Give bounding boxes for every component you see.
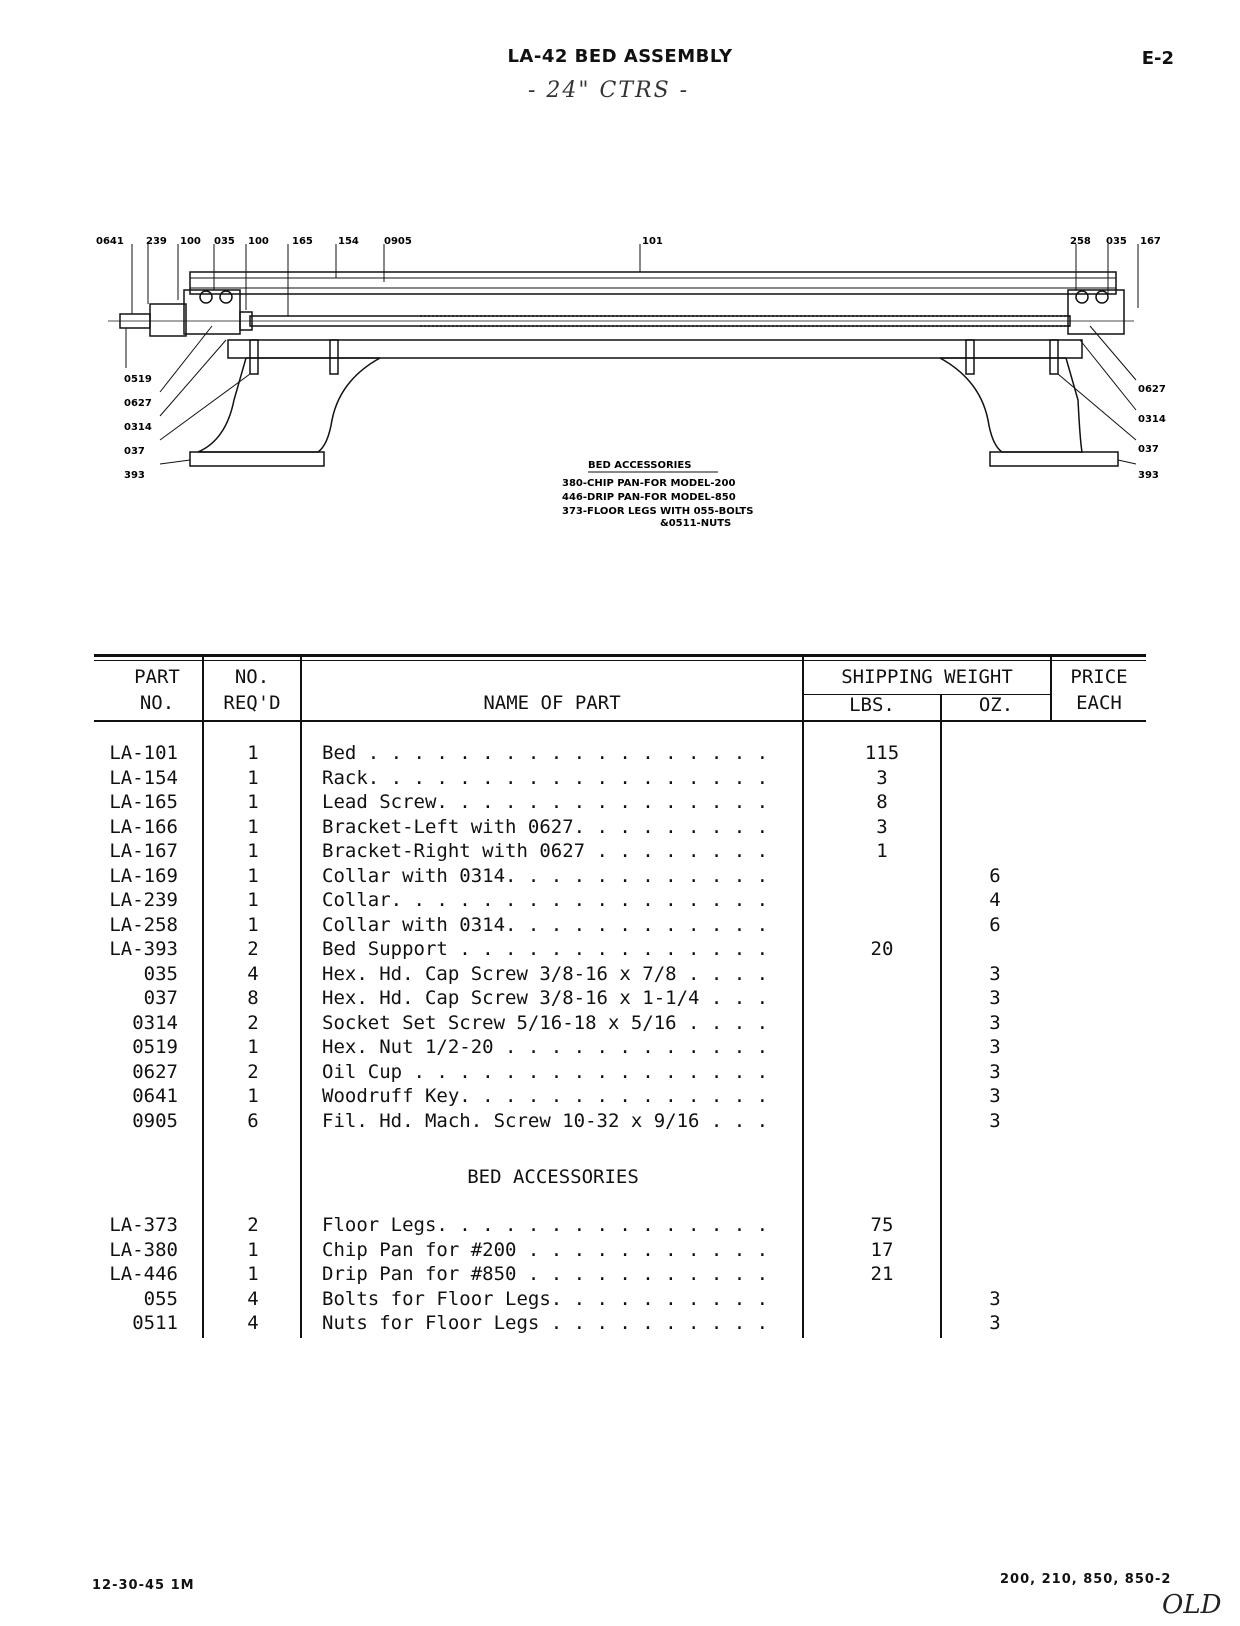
table-top-rule: [94, 654, 1146, 657]
bed-assembly-diagram: [0, 230, 1240, 540]
header-part-no: NO.: [139, 692, 175, 714]
part-name: Nuts for Floor Legs . . . . . . . . . .: [322, 1312, 769, 1334]
part-number: 0627: [132, 1060, 178, 1083]
part-name: Bolts for Floor Legs. . . . . . . . . .: [322, 1287, 769, 1310]
part-number: LA-446: [109, 1263, 178, 1285]
part-number: LA-393: [109, 938, 178, 960]
quantity-required: 1: [247, 913, 259, 936]
part-number: 0641: [132, 1085, 178, 1107]
quantity-required: 1: [247, 864, 259, 887]
weight-oz: 3: [989, 1287, 1001, 1310]
quantity-required: 2: [247, 1060, 259, 1083]
part-name: Collar. . . . . . . . . . . . . . . . .: [322, 889, 769, 911]
quantity-required: 1: [247, 840, 259, 862]
weight-oz: 6: [989, 864, 1001, 887]
part-number: LA-239: [109, 889, 178, 911]
header-reqd: REQ'D: [223, 692, 281, 714]
quantity-required: 6: [247, 1109, 259, 1132]
part-number: 035: [143, 962, 178, 985]
callout-165: 165: [292, 236, 313, 247]
accessories-note-line-4: &0511-NUTS: [660, 518, 732, 529]
part-name: Collar with 0314. . . . . . . . . . . .: [322, 913, 769, 936]
callout-101: 101: [642, 236, 663, 247]
part-name: Lead Screw. . . . . . . . . . . . . . .: [322, 791, 769, 813]
part-name: Bracket-Left with 0627. . . . . . . . .: [322, 815, 769, 838]
part-name: Bed . . . . . . . . . . . . . . . . . .: [322, 742, 769, 764]
part-number: LA-154: [109, 766, 178, 789]
callout-167: 167: [1140, 236, 1161, 247]
quantity-required: 1: [247, 791, 259, 813]
section-title-bed-accessories: BED ACCESSORIES: [467, 1166, 639, 1188]
part-name: Drip Pan for #850 . . . . . . . . . . .: [322, 1263, 769, 1285]
callout-0905: 0905: [384, 236, 412, 247]
part-number: LA-169: [109, 864, 178, 887]
part-name: Bracket-Right with 0627 . . . . . . . .: [322, 840, 769, 862]
part-name: Bed Support . . . . . . . . . . . . . .: [322, 938, 769, 960]
quantity-required: 1: [247, 1238, 259, 1261]
part-number: LA-101: [109, 742, 178, 764]
column-divider: [202, 656, 204, 1338]
header-req: NO.: [234, 666, 270, 688]
quantity-required: 1: [247, 1085, 259, 1107]
weight-oz: 3: [989, 1109, 1001, 1132]
part-name: Rack. . . . . . . . . . . . . . . . . .: [322, 766, 769, 789]
weight-lbs: 17: [870, 1238, 894, 1261]
callout-left-037: 037: [124, 446, 145, 457]
callout-left-393: 393: [124, 470, 145, 481]
part-name: Oil Cup . . . . . . . . . . . . . . . .: [322, 1060, 769, 1083]
part-name: Chip Pan for #200 . . . . . . . . . . .: [322, 1238, 769, 1261]
part-number: LA-258: [109, 913, 178, 936]
quantity-required: 1: [247, 766, 259, 789]
accessories-note-title: BED ACCESSORIES: [588, 460, 692, 471]
part-name: Woodruff Key. . . . . . . . . . . . . .: [322, 1085, 769, 1107]
part-name: Hex. Hd. Cap Screw 3/8-16 x 7/8 . . . .: [322, 962, 769, 985]
weight-oz: 3: [989, 1085, 1001, 1107]
weight-oz: 4: [989, 889, 1001, 911]
quantity-required: 2: [247, 1011, 259, 1034]
part-number: 0511: [132, 1312, 178, 1334]
accessories-note-line-2: 446-DRIP PAN-FOR MODEL-850: [562, 492, 736, 503]
part-number: 055: [143, 1287, 178, 1310]
quantity-required: 1: [247, 1263, 259, 1285]
weight-lbs: 3: [876, 815, 888, 838]
column-divider: [300, 656, 302, 1338]
part-name: Socket Set Screw 5/16-18 x 5/16 . . . .: [322, 1011, 769, 1034]
part-number: 0519: [132, 1036, 178, 1058]
weight-lbs: 75: [870, 1214, 894, 1236]
page-title: LA-42 BED ASSEMBLY: [507, 46, 733, 67]
weight-lbs: 1: [876, 840, 888, 862]
header-price: PRICE: [1070, 666, 1128, 688]
part-name: Floor Legs. . . . . . . . . . . . . . .: [322, 1214, 769, 1236]
part-number: 0905: [132, 1109, 178, 1132]
quantity-required: 1: [247, 742, 259, 764]
callout-0641: 0641: [96, 236, 124, 247]
handwritten-mark: OLD: [1162, 1590, 1222, 1620]
part-number: 0314: [132, 1011, 178, 1034]
callout-239: 239: [146, 236, 167, 247]
table-top-rule-thin: [94, 660, 1146, 661]
quantity-required: 2: [247, 938, 259, 960]
weight-lbs: 20: [870, 938, 894, 960]
weight-oz: 6: [989, 913, 1001, 936]
quantity-required: 4: [247, 962, 259, 985]
callout-035b: 035: [1106, 236, 1127, 247]
callout-100a: 100: [180, 236, 201, 247]
weight-lbs: 8: [876, 791, 888, 813]
quantity-required: 8: [247, 987, 259, 1009]
callout-left-0314: 0314: [124, 422, 152, 433]
header-name-of-part: NAME OF PART: [483, 692, 621, 714]
header-lbs: LBS.: [849, 694, 895, 716]
part-name: Hex. Nut 1/2-20 . . . . . . . . . . . .: [322, 1036, 769, 1058]
weight-oz: 3: [989, 1060, 1001, 1083]
callout-100b: 100: [248, 236, 269, 247]
callout-right-393: 393: [1138, 470, 1159, 481]
part-number: LA-166: [109, 815, 178, 838]
header-shipping-weight: SHIPPING WEIGHT: [841, 666, 1013, 688]
weight-oz: 3: [989, 962, 1001, 985]
header-part: PART: [134, 666, 180, 688]
quantity-required: 1: [247, 815, 259, 838]
column-divider: [802, 656, 804, 1338]
callout-right-0627: 0627: [1138, 384, 1166, 395]
header-each: EACH: [1076, 692, 1122, 714]
quantity-required: 1: [247, 1036, 259, 1058]
weight-lbs: 115: [864, 742, 900, 764]
page-number: E-2: [1141, 48, 1174, 69]
part-number: LA-167: [109, 840, 178, 862]
part-name: Fil. Hd. Mach. Screw 10-32 x 9/16 . . .: [322, 1109, 769, 1132]
quantity-required: 4: [247, 1312, 259, 1334]
column-divider: [940, 694, 942, 1338]
footer-models: 200, 210, 850, 850-2: [1000, 1572, 1172, 1587]
callout-right-037: 037: [1138, 444, 1159, 455]
weight-oz: 3: [989, 1036, 1001, 1058]
part-number: LA-380: [109, 1238, 178, 1261]
callout-right-0314: 0314: [1138, 414, 1166, 425]
quantity-required: 1: [247, 889, 259, 911]
weight-oz: 3: [989, 1312, 1001, 1334]
accessories-note-line-3: 373-FLOOR LEGS WITH 055-BOLTS: [562, 506, 754, 517]
weight-lbs: 21: [870, 1263, 894, 1285]
weight-oz: 3: [989, 1011, 1001, 1034]
callout-035a: 035: [214, 236, 235, 247]
part-number: LA-373: [109, 1214, 178, 1236]
weight-lbs: 3: [876, 766, 888, 789]
header-oz: OZ.: [978, 694, 1014, 716]
part-name: Hex. Hd. Cap Screw 3/8-16 x 1-1/4 . . .: [322, 987, 769, 1009]
footer-date-code: 12-30-45 1M: [92, 1578, 195, 1593]
callout-154: 154: [338, 236, 359, 247]
table-header-rule: [94, 720, 1146, 722]
quantity-required: 4: [247, 1287, 259, 1310]
weight-oz: 3: [989, 987, 1001, 1009]
part-number: LA-165: [109, 791, 178, 813]
handwritten-note: - 24" CTRS -: [528, 78, 690, 103]
callout-left-0627: 0627: [124, 398, 152, 409]
quantity-required: 2: [247, 1214, 259, 1236]
callout-left-0519: 0519: [124, 374, 152, 385]
accessories-note-line-1: 380-CHIP PAN-FOR MODEL-200: [562, 478, 736, 489]
part-number: 037: [143, 987, 178, 1009]
callout-258: 258: [1070, 236, 1091, 247]
part-name: Collar with 0314. . . . . . . . . . . .: [322, 864, 769, 887]
